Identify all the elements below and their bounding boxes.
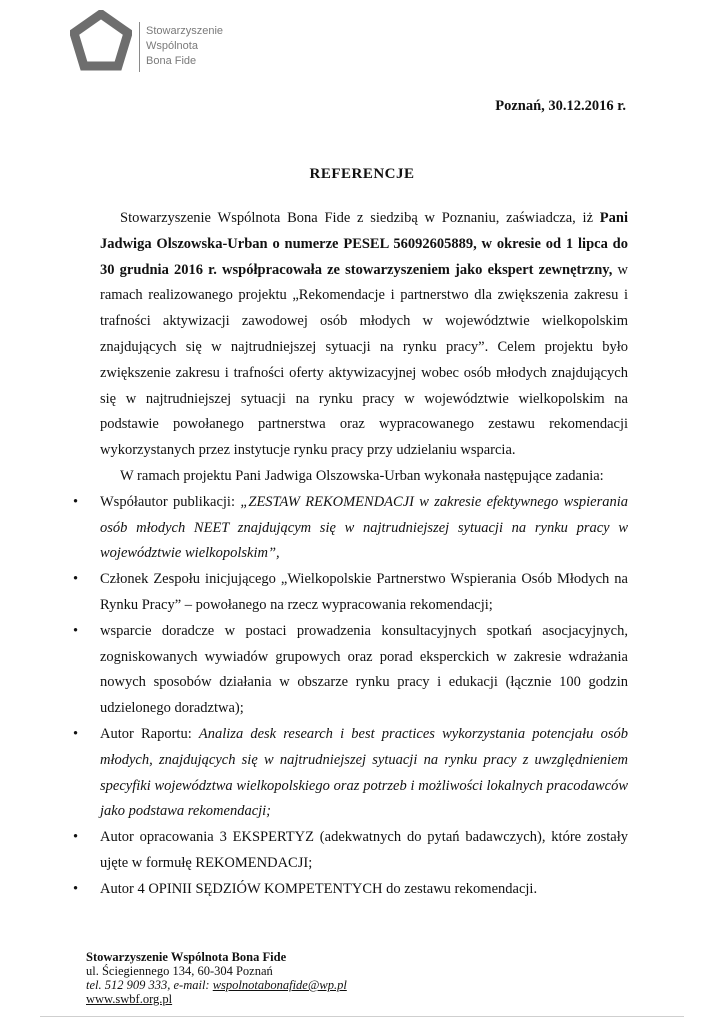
- footer-phone: tel. 512 909 333, e-mail:: [86, 978, 213, 992]
- task-lead: Autor Raportu:: [100, 725, 199, 742]
- list-item: [73, 567, 628, 619]
- footer-address: ul. Ściegiennego 134, 60-304 Poznań: [86, 964, 273, 978]
- logo-separator: [139, 22, 140, 72]
- intro-bold-text: Pani Jadwiga Olszowska-Urban o numerze PESEL 56092605889, w okresie od 1 lipca do 30 grudnia 2016 r. współpracowała ze stowarzyszeniem jako ekspert zewnętrzny,: [100, 210, 628, 278]
- organization-logo: [70, 10, 224, 72]
- task-lead: Autor opracowania 3 EKSPERTYZ (adekwatnych do pytań badawczych), które zostały ujęte w formułę REKOMENDACJI;: [100, 829, 628, 871]
- bullet-icon: •: [73, 622, 79, 639]
- task-lead: Współautor publikacji:: [100, 493, 241, 510]
- footer-email-link[interactable]: wspolnotabonafide@wp.pl: [212, 978, 347, 992]
- intro-paragraph: [100, 206, 628, 464]
- task-italic: „ZESTAW REKOMENDACJI w zakresie efektywnego wspierania osób młodych NEET znajdującym się w najtrudniejszej sytuacji na rynku pracy w województwie wielkopolskim”,: [100, 493, 629, 562]
- footer-contact: [86, 978, 347, 992]
- tasks-list: [73, 490, 629, 903]
- task-lead: Członek Zespołu inicjującego „Wielkopolskie Partnerstwo Wspierania Osób Młodych na Rynku Pracy” – powołanego na rzecz wypracowania rekomendacji;: [100, 571, 628, 613]
- page-bottom-rule: [40, 1016, 684, 1017]
- task-lead: wsparcie doradcze w postaci prowadzenia konsultacyjnych spotkań asocjacyjnych, zogniskowanych wywiadów grupowych oraz porad eksperckich w zakresie wdrażania nowych sposobów działania w obszarze rynku pracy i edukacji (łącznie 100 godzin udzielonego doradztwa);: [100, 622, 628, 717]
- logo-wordmark: [146, 24, 223, 69]
- bullet-icon: •: [73, 725, 79, 742]
- pentagon-logo-icon: [70, 10, 132, 72]
- list-item: [73, 619, 628, 722]
- intro-text-end: w ramach realizowanego projektu „Rekomendacje i partnerstwo dla zwiększenia zakresu i trafności aktywizacji zawodowej osób młodych w województwie wielkopolskim znajdujących się w najtrudniejszej sytuacji na rynku pracy”. Celem projektu było zwiększenie zakresu i trafności oferty aktywizacyjnej wobec osób młodych znajdujących się w najtrudniejszej sytuacji na rynku pracy w województwie wielkopolskim na podstawie powołanego partnerstwa oraz wypracowanego zestawu rekomendacji wykorzystanych przez instytucje rynku pracy przy udzielaniu wsparcia.: [100, 261, 628, 459]
- list-item: [73, 825, 628, 877]
- logo-line: Stowarzyszenie: [146, 25, 224, 37]
- footer-org-name: Stowarzyszenie Wspólnota Bona Fide: [86, 950, 287, 964]
- list-item: [73, 877, 628, 903]
- intro-text-start: Stowarzyszenie Wspólnota Bona Fide z siedzibą w Poznaniu, zaświadcza, iż: [120, 210, 600, 226]
- document-body: [73, 206, 629, 903]
- task-italic: Analiza desk research i best practices wykorzystania potencjału osób młodych, znajdujących się w najtrudniejszej sytuacji na rynku pracy z uwzględnieniem specyfiki województwa wielkopolskiego oraz potrzeb i możliwości lokalnych pracodawców jako podstawa rekomendacji;: [100, 725, 628, 820]
- tasks-intro: W ramach projektu Pani Jadwiga Olszowska-Urban wykonała następujące zadania:: [120, 467, 604, 484]
- bullet-icon: •: [73, 880, 79, 897]
- bullet-icon: •: [73, 571, 79, 588]
- document-footer: [86, 950, 347, 1006]
- logo-line: Wspólnota: [146, 40, 198, 52]
- bullet-icon: •: [73, 829, 79, 846]
- document-title: REFERENCJE: [309, 166, 415, 182]
- bullet-icon: •: [73, 493, 79, 510]
- document-date: Poznań, 30.12.2016 r.: [495, 98, 626, 114]
- logo-line: Bona Fide: [146, 55, 197, 67]
- list-item: [73, 722, 628, 825]
- footer-website-link[interactable]: www.swbf.org.pl: [86, 992, 173, 1006]
- task-lead: Autor 4 OPINII SĘDZIÓW KOMPETENTYCH do zestawu rekomendacji.: [100, 880, 538, 897]
- list-item: [73, 490, 629, 567]
